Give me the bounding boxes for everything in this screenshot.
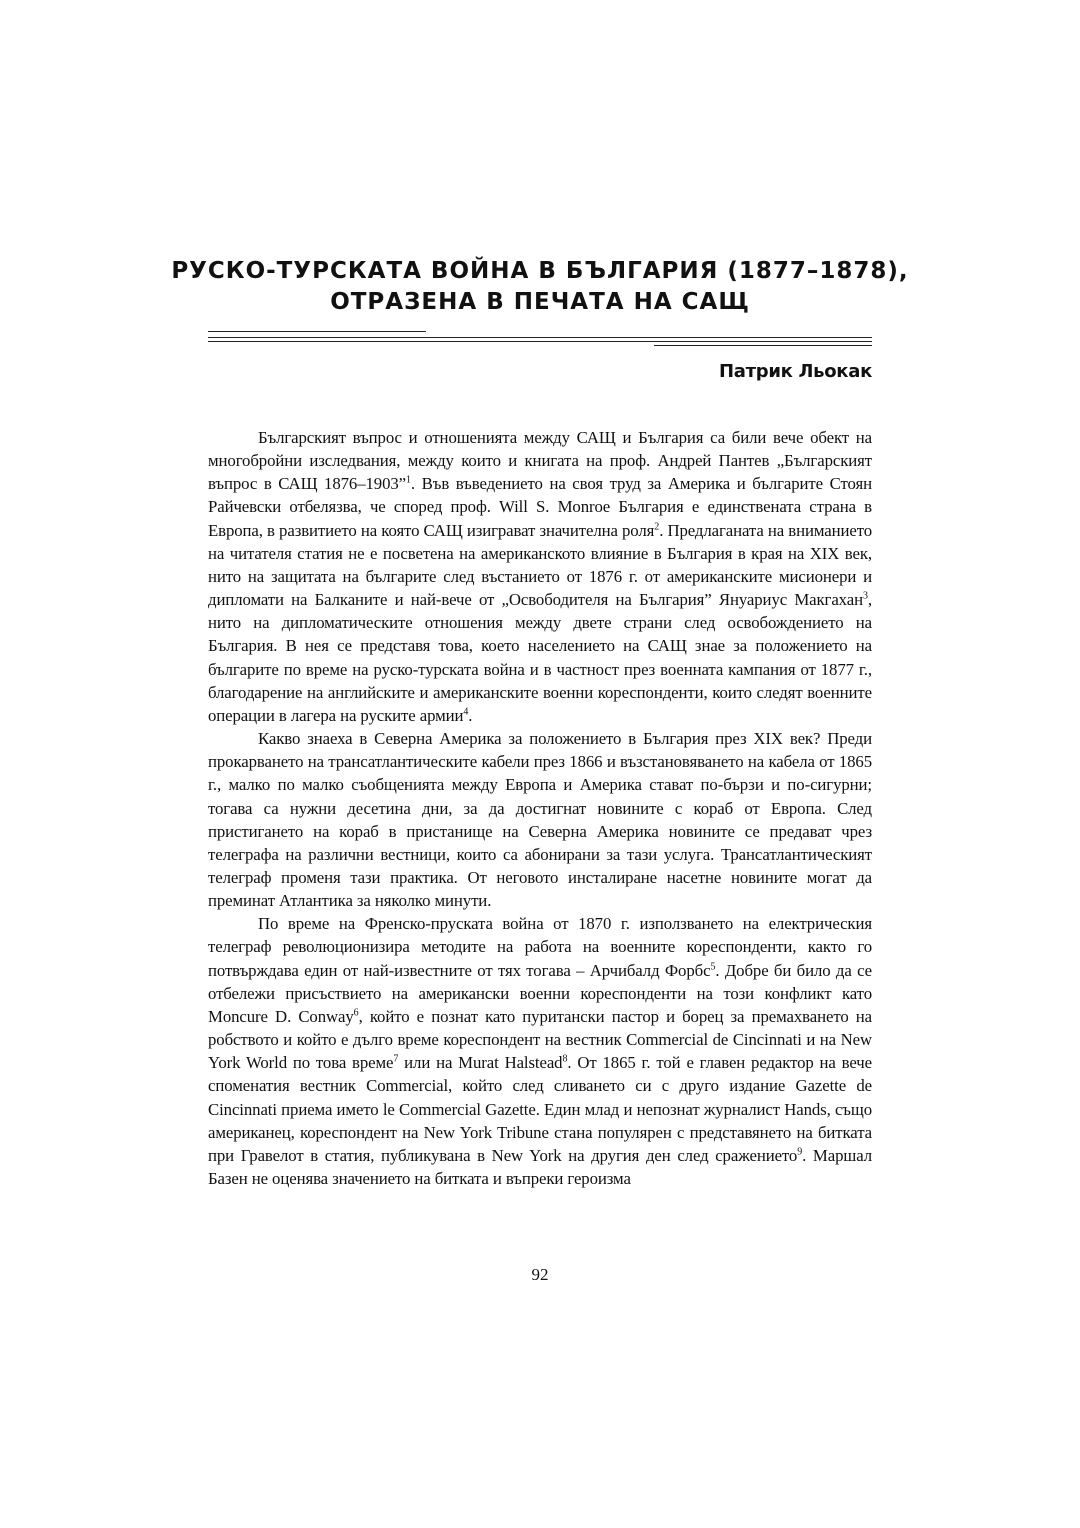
paragraph-text: Българският въпрос и отношенията между САЩ и България са били вече обект на многобройни изследвания, между които и книгата на проф. Андрей Пантев „Българският въпрос в САЩ 1876–1903” [208,428,872,494]
title-rule-right [654,345,872,346]
paragraph-text: , нито на дипломатическите отношения между двете страни след освобождението на България. В нея се представя това, което населението на САЩ знае за положението на българите по време на руско-турската война и в частност през военната кампания от 1877 г., благодарение на английските и американските военни кореспонденти, които следят военните операции в лагера на руските армии [208,590,872,725]
paragraph-text: или на Murat Halstead [398,1053,563,1073]
paragraph-text: . Предлаганата на вниманието на читателя статия не е посветена на американското влияние в България в края на XIX век, нито на защитата на българите след въстанието от 1876 г. от американските мисионери и дипломати на Балканите и най-вече от „Освободителя на България” Януариус Макгахан [208,520,872,610]
footnote-marker[interactable]: 1 [406,474,411,486]
footnote-marker[interactable]: 4 [463,706,469,718]
article-title [150,256,930,318]
paragraph-text: По време на Френско-пруската война от 1870 г. използването на електрическия телеграф революционизира методите на работа на военните кореспонденти, както го потвърждава един от най-известните от тях тогава – Арчибалд Форбс [208,914,872,980]
paragraph-text: Какво знаеха в Северна Америка за положението в България през XIX век? Преди прокарването на трансатлантическите кабели през 1866 и възстановяването на кабела от 1865 г., малко по малко съобщенията между Европа и Америка стават по-бързи и по-сигурни; тогава са нужни десетина дни, за да достигнат новините с кораб от Европа. След пристигането на кораб в пристанище на Северна Америка новините се предават чрез телеграфа на различни вестници, които са абонирани за тази услуга. Трансатлантическият телеграф променя тази практика. От неговото инсталиране насетне новините могат да преминат Атлантика за няколко минути. [208,729,872,911]
article-body [208,426,872,1190]
title-rule-full-1 [208,337,872,338]
paragraph-text: . Маршал Базен не оценява значението на битката и въпреки героизма [208,1145,872,1188]
footnote-marker[interactable]: 9 [797,1146,803,1158]
footnote-marker[interactable]: 7 [393,1053,399,1065]
paragraph-text: . От 1865 г. той е главен редактор на вече споменатия вестник Commercial, който след сливането си с друго издание Gazette de Cincinnati приема името le Commercial Gazette. Един млад и непознат журналист Hands, също американец, кореспондент на New York Tribune стана популярен с представянето на битката при Гравелот в статия, публикувана в New York на другия ден след сражението [208,1053,872,1165]
body-paragraph [208,912,872,1190]
paragraph-text: . Добре би било да се отбележи присъствието на американски военни кореспонденти на този конфликт като Moncure D. Conway [208,960,872,1026]
footnote-marker[interactable]: 2 [654,521,660,533]
footnote-marker[interactable]: 6 [353,1007,359,1019]
title-rule-short [208,331,426,332]
footnote-marker[interactable]: 3 [862,590,868,602]
article-title-line-2: ОТРАЗЕНА В ПЕЧАТА НА САЩ [330,289,750,315]
paragraph-text: . Във въведението на своя труд за Америка и българите Стоян Райчевски отбелязва, че според проф. Will S. Monroe България е единствената страна в Европа, в развитието на която САЩ изиграват значителна роля [208,474,872,540]
article-title-line-1: РУСКО-ТУРСКАТА ВОЙНА В БЪЛГАРИЯ (1877–1878), [171,258,909,284]
body-paragraph [208,426,872,727]
author-name: Патрик Льокак [718,361,872,382]
page-number: 92 [531,1265,549,1284]
paragraph-text: , който е познат като пуритански пастор и борец за премахването на робството и който е дълго време кореспондент на вестник Commercial de Cincinnati и на New York World по това време [208,1006,873,1073]
body-paragraph [208,727,872,912]
title-rule-full-2 [208,341,872,342]
paragraph-text: . [468,705,473,725]
footnote-marker[interactable]: 5 [710,961,716,972]
footnote-marker[interactable]: 8 [562,1053,568,1065]
